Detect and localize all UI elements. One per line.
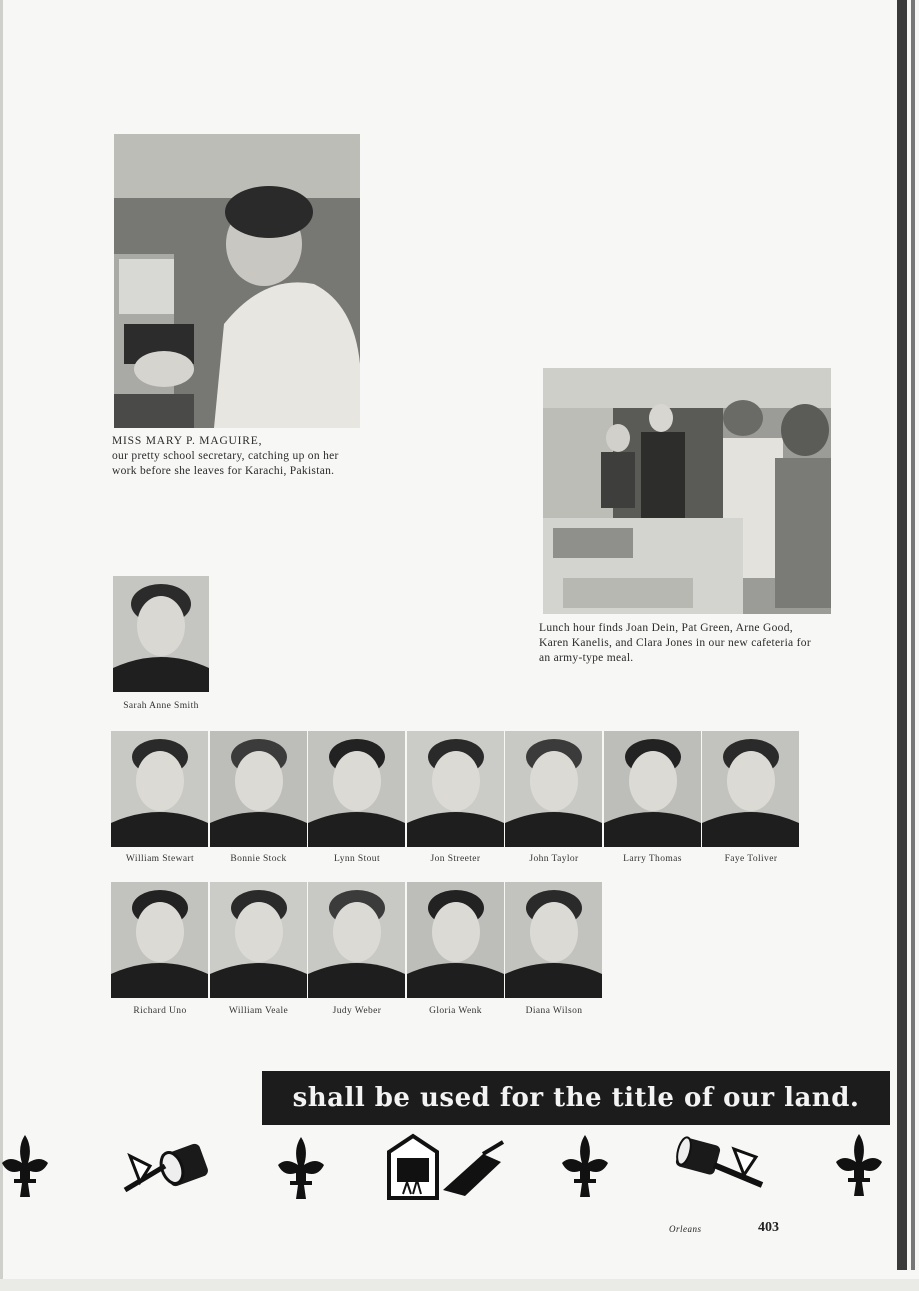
portrait-faye-toliver <box>702 731 799 847</box>
portrait-caption: Diana Wilson <box>525 1006 583 1016</box>
page-bottom-edge <box>0 1279 919 1291</box>
footer-section-label: Orleans <box>669 1224 702 1234</box>
cafeteria-caption-line1: Lunch hour finds Joan Dein, Pat Green, Arne Good, <box>539 622 793 634</box>
portrait-caption: Lynn Stout <box>334 854 380 864</box>
fleur-de-lis-icon <box>834 1132 884 1198</box>
portrait-caption: William Veale <box>228 1006 289 1016</box>
portrait-caption: Gloria Wenk <box>429 1006 482 1016</box>
book-spine-edge <box>911 0 915 1270</box>
portrait-lynn-stout <box>308 731 405 847</box>
portrait-william-stewart <box>111 731 208 847</box>
portrait-larry-thomas <box>604 731 701 847</box>
portrait-caption: John Taylor <box>529 854 579 864</box>
portrait-caption: Judy Weber <box>332 1006 382 1016</box>
portrait-jon-streeter <box>407 731 504 847</box>
portrait-caption: Sarah Anne Smith <box>123 701 199 711</box>
page-number: 403 <box>758 1220 779 1235</box>
page-left-edge <box>0 0 3 1291</box>
cafeteria-photo <box>543 368 831 614</box>
cafeteria-caption <box>539 621 839 666</box>
hearth-and-bellows-icon <box>383 1132 508 1200</box>
fleur-de-lis-icon <box>276 1135 326 1201</box>
motto-banner: shall be used for the title of our land. <box>262 1071 890 1125</box>
portrait-william-veale <box>210 882 307 998</box>
portrait-bonnie-stock <box>210 731 307 847</box>
fleur-de-lis-icon <box>0 1133 50 1199</box>
portrait-caption: Richard Uno <box>133 1006 187 1016</box>
book-spine-shadow <box>897 0 907 1270</box>
secretary-photo <box>114 134 360 428</box>
cafeteria-caption-line3: an army-type meal. <box>539 652 634 664</box>
portrait-caption: Faye Toliver <box>724 854 778 864</box>
portrait-richard-uno <box>111 882 208 998</box>
fleur-de-lis-icon <box>560 1133 610 1199</box>
portrait-john-taylor <box>505 731 602 847</box>
secretary-caption-line1: our pretty school secretary, catching up on her <box>112 450 339 462</box>
portrait-diana-wilson <box>505 882 602 998</box>
axe-and-log-icon <box>120 1138 215 1196</box>
secretary-name: MISS MARY P. MAGUIRE, <box>112 435 263 447</box>
secretary-caption-line2: work before she leaves for Karachi, Pakistan. <box>112 465 335 477</box>
portrait-judy-weber <box>308 882 405 998</box>
secretary-caption <box>112 434 372 479</box>
portrait-gloria-wenk <box>407 882 504 998</box>
portrait-sarah-anne-smith <box>113 576 209 692</box>
portrait-caption: Bonnie Stock <box>230 854 287 864</box>
portrait-caption: Jon Streeter <box>430 854 481 864</box>
portrait-caption: William Stewart <box>125 854 195 864</box>
portrait-caption: Larry Thomas <box>623 854 682 864</box>
cafeteria-caption-line2: Karen Kanelis, and Clara Jones in our new cafeteria for <box>539 637 811 649</box>
mallet-and-wedge-icon <box>674 1135 769 1193</box>
